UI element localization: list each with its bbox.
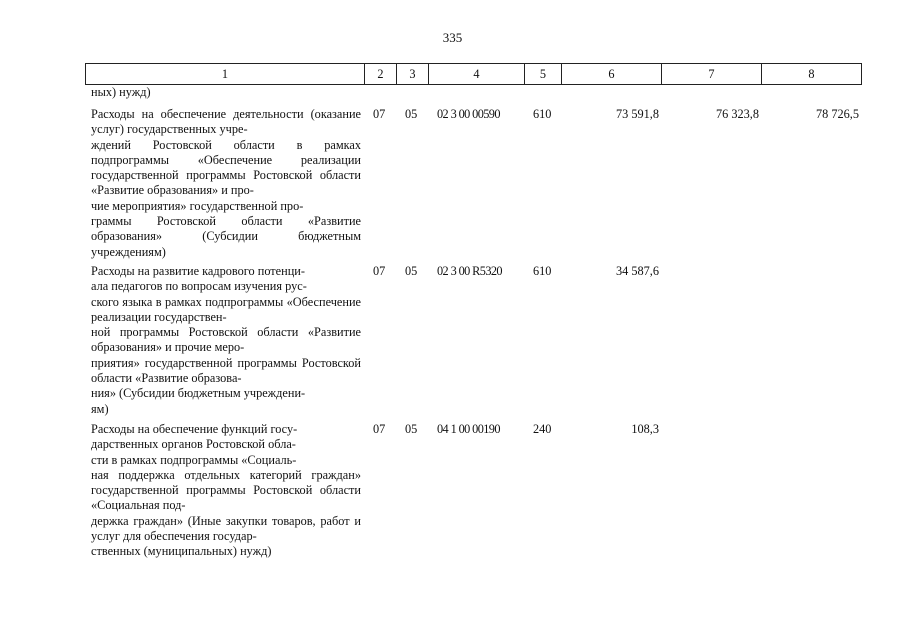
column-header-1: 1 <box>86 64 365 85</box>
row-target-article: 02 3 00 R5320 <box>437 264 502 278</box>
row-description: Расходы на обеспечение деятельности (оказание услуг) государственных учре- ждений Ростовской области в рамках подпрограммы «Обеспечение реализации государственной программы Ростовской области «Развитие образования» и про- чие мероприятия» государственной про- граммы Ростовской области «Развитие образования» (Субсидии бюджетным учреждениям) <box>91 107 361 259</box>
row-section: 07 <box>373 422 386 436</box>
continuation-row <box>0 85 905 107</box>
table-row <box>0 422 905 562</box>
page-number: 335 <box>442 30 463 45</box>
row-target-article: 02 3 00 00590 <box>437 107 500 121</box>
row-description: Расходы на обеспечение функций госу- дарственных органов Ростовской обла- сти в рамках подпрограммы «Социаль- ная поддержка отдельных категорий граждан» государственной программы Ростовской области «Социальная под- держка граждан» (Иные закупки товаров, работ и услуг для обеспечения государ- ственных (муниципальных) нужд) <box>91 422 361 559</box>
continuation-text: ных) нужд) <box>91 85 151 99</box>
column-header-5: 5 <box>525 64 562 85</box>
table-body <box>0 85 905 562</box>
row-sum-1: 34 587,6 <box>615 264 659 278</box>
column-header-8: 8 <box>762 64 862 85</box>
row-expense-type: 610 <box>533 264 552 278</box>
row-section: 07 <box>373 107 386 121</box>
row-target-article: 04 1 00 00190 <box>437 422 500 436</box>
column-header-7: 7 <box>662 64 762 85</box>
table-row <box>0 107 905 264</box>
row-section: 07 <box>373 264 386 278</box>
row-subsection: 05 <box>405 422 418 436</box>
column-header-2: 2 <box>365 64 397 85</box>
row-subsection: 05 <box>405 107 418 121</box>
table-header <box>85 63 862 85</box>
column-header-3: 3 <box>397 64 429 85</box>
row-expense-type: 610 <box>533 107 552 121</box>
column-header-4: 4 <box>429 64 525 85</box>
row-sum-3: 78 726,5 <box>815 107 859 121</box>
row-sum-1: 73 591,8 <box>615 107 659 121</box>
row-subsection: 05 <box>405 264 418 278</box>
row-description: Расходы на развитие кадрового потенци- ала педагогов по вопросам изучения рус- ского языка в рамках подпрограммы «Обеспечение реализации государствен- ной программы Ростовской области «Развитие образования» и прочие меро- приятия» государственной программы Ростовской области «Развитие образова- ния» (Субсидии бюджетным учреждени- ям) <box>91 264 361 416</box>
row-expense-type: 240 <box>533 422 552 436</box>
row-sum-1: 108,3 <box>631 422 659 436</box>
table-row <box>0 264 905 422</box>
row-sum-2: 76 323,8 <box>715 107 759 121</box>
column-header-6: 6 <box>562 64 662 85</box>
